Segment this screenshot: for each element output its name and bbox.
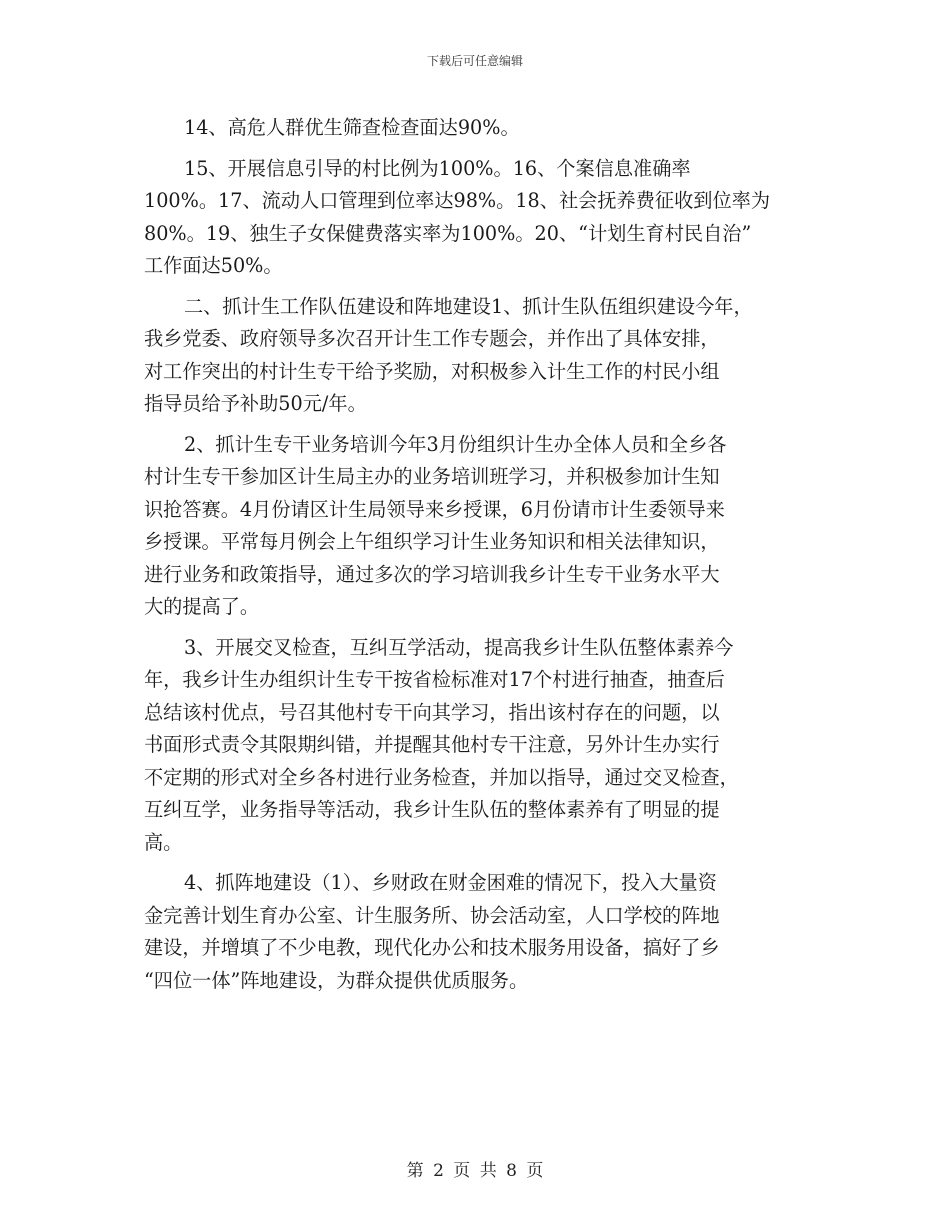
text-line: 乡授课。平常每月例会上午组织学习计生业务知识和相关法律知识， [144,530,720,553]
page-header: 下载后可任意编辑 [426,54,523,68]
text-line: 大的提高了。 [144,595,260,618]
text-line: 80%。19、独生子女保健费落实率为100%。20、“计划生育村民自治” [144,221,752,245]
text-line: 互纠互学，业务指导等活动，我乡计生队伍的整体素养有了明显的提 [144,798,720,821]
text-line: 金完善计划生育办公室、计生服务所、协会活动室，人口学校的阵地 [144,903,720,927]
text-line: “四位一体”阵地建设，为群众提供优质服务。 [144,968,529,992]
text-line: 不定期的形式对全乡各村进行业务检查，并加以指导，通过交叉检查， [144,765,739,789]
text-line: 对工作突出的村计生专干给予奖励，对积极参入计生工作的村民小组 [144,359,720,383]
text-line: 识抢答赛。4月份请区计生局领导来乡授课，6月份请市计生委领导来 [144,497,725,521]
text-line: 年，我乡计生办组织计生专干按省检标准对17个村进行抽查，抽查后 [144,668,725,691]
text-line: 进行业务和政策指导，通过多次的学习培训我乡计生专干业务水平大 [144,562,720,586]
document-body [144,112,844,997]
text-line: 15、开展信息引导的村比例为100%。16、个案信息准确率 [184,156,691,180]
text-line: 14、高危人群优生筛查检查面达90%。 [184,116,520,139]
text-line: 4、抓阵地建设（1）、乡财政在财金困难的情况下，投入大量资 [184,871,717,894]
text-line: 工作面达50%。 [144,254,283,277]
text-line: 村计生专干参加区计生局主办的业务培训班学习，并积极参加计生知 [144,465,720,488]
text-line: 2、抓计生专干业务培训今年3月份组织计生办全体人员和全乡各 [184,432,727,456]
page-footer: 第 2 页 共 8 页 [406,1161,544,1181]
text-line: 建设，并增填了不少电教，现代化办公和技术服务用设备，搞好了乡 [144,936,720,959]
text-line: 高。 [144,830,183,854]
text-line: 书面形式责令其限期纠错，并提醒其他村专干注意，另外计生办实行 [144,733,720,756]
text-line: 指导员给予补助50元/年。 [144,392,367,415]
text-line: 3、开展交叉检查，互纠互学活动，提高我乡计生队伍整体素养今 [184,635,734,659]
text-line: 二、抓计生工作队伍建设和阵地建设1、抓计生队伍组织建设今年， [184,294,753,318]
text-line: 100%。17、流动人口管理到位率达98%。18、社会抚养费征收到位率为 [144,189,771,212]
text-line: 我乡党委、政府领导多次召开计生工作专题会，并作出了具体安排， [144,327,720,350]
text-line: 总结该村优点，号召其他村专干向其学习，指出该村存在的问题，以 [144,700,720,724]
